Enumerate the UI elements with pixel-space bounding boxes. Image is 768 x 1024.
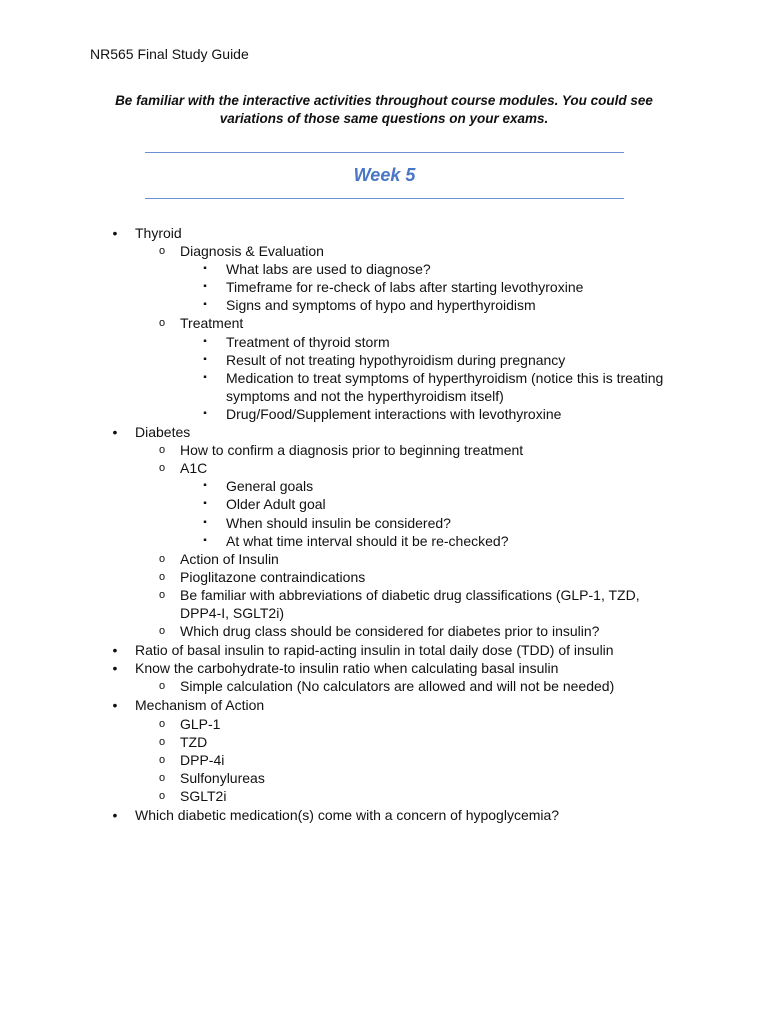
circle-bullet-icon: [156, 568, 168, 586]
circle-bullet-icon: [156, 622, 168, 640]
list-item-label: Know the carbohydrate-to insulin ratio when calculating basal insulin: [135, 660, 559, 677]
list-item-label: Mechanism of Action: [135, 697, 265, 714]
list-item-treatment: [0, 314, 768, 332]
circle-bullet-icon: [156, 787, 168, 805]
list-item-thyroid: [0, 224, 768, 242]
list-item-label: Drug/Food/Supplement interactions with levothyroxine: [226, 405, 562, 422]
square-bullet-icon: [200, 532, 210, 550]
list-item-label: Treatment of thyroid storm: [226, 333, 390, 350]
list-item: [0, 514, 666, 532]
list-item-label: Timeframe for re-check of labs after starting levothyroxine: [226, 279, 584, 296]
circle-bullet-icon: [156, 586, 168, 604]
intro-instructions: Be familiar with the interactive activities throughout course modules. You could see variations of those same questions on your exams.: [115, 93, 653, 126]
list-item-mechanism-of-action: [0, 696, 768, 714]
list-item-label: When should insulin be considered?: [226, 514, 451, 531]
list-item-label: Pioglitazone contraindications: [180, 568, 366, 585]
list-item: [0, 260, 666, 278]
square-bullet-icon: [200, 260, 210, 278]
list-item-label: Simple calculation (No calculators are allowed and will not be needed): [180, 678, 615, 695]
section-divider-bottom: [145, 198, 624, 199]
list-item: [0, 369, 666, 405]
list-item-diabetes: [0, 423, 768, 441]
list-item-label: Ratio of basal insulin to rapid-acting insulin in total daily dose (TDD) of insulin: [135, 642, 614, 659]
list-item: [0, 769, 768, 787]
list-item: [0, 622, 768, 640]
square-bullet-icon: [200, 351, 210, 369]
list-item-basal-ratio: [0, 641, 768, 659]
bullet-icon: [110, 806, 120, 824]
bullet-icon: [110, 659, 120, 677]
list-item: [0, 333, 666, 351]
list-item-label: General goals: [226, 478, 314, 495]
list-item-label: Action of Insulin: [180, 550, 279, 567]
square-bullet-icon: [200, 514, 210, 532]
square-bullet-icon: [200, 405, 210, 423]
bullet-icon: [110, 224, 120, 242]
circle-bullet-icon: [156, 441, 168, 459]
list-item: [0, 751, 768, 769]
square-bullet-icon: [200, 495, 210, 513]
list-item-diagnosis-evaluation: [0, 242, 768, 260]
circle-bullet-icon: [156, 677, 168, 695]
list-item: [0, 787, 768, 805]
bullet-icon: [110, 423, 120, 441]
list-item: [0, 532, 666, 550]
list-item-label: Which diabetic medication(s) come with a concern of hypoglycemia?: [135, 807, 560, 823]
list-item-carb-ratio: [0, 659, 768, 677]
list-item: [0, 405, 666, 423]
circle-bullet-icon: [156, 751, 168, 769]
circle-bullet-icon: [156, 314, 168, 332]
document-header: NR565 Final Study Guide: [90, 46, 249, 62]
list-item-a1c: [0, 459, 768, 477]
list-item-label: GLP-1: [180, 715, 221, 732]
circle-bullet-icon: [156, 550, 168, 568]
list-item: [0, 715, 768, 733]
square-bullet-icon: [200, 296, 210, 314]
list-item-label: SGLT2i: [180, 787, 227, 804]
list-item: [0, 441, 768, 459]
list-item-label: DPP-4i: [180, 751, 225, 768]
circle-bullet-icon: [156, 769, 168, 787]
list-item: [0, 296, 666, 314]
square-bullet-icon: [200, 278, 210, 296]
list-item-label: Signs and symptoms of hypo and hyperthyroidism: [226, 297, 536, 314]
list-item: [0, 568, 768, 586]
list-item-label: How to confirm a diagnosis prior to beginning treatment: [180, 442, 524, 459]
bullet-icon: [110, 696, 120, 714]
list-item-label: Result of not treating hypothyroidism during pregnancy: [226, 351, 566, 368]
square-bullet-icon: [200, 333, 210, 351]
list-item-label: Older Adult goal: [226, 496, 326, 513]
list-item-label: TZD: [180, 733, 208, 750]
section-title: Week 5: [353, 165, 416, 185]
list-item: [0, 586, 650, 622]
square-bullet-icon: [200, 477, 210, 495]
square-bullet-icon: [200, 369, 210, 387]
section-divider-top: [145, 152, 624, 153]
circle-bullet-icon: [156, 733, 168, 751]
circle-bullet-icon: [156, 459, 168, 477]
list-item: [0, 351, 666, 369]
list-item-label: Medication to treat symptoms of hyperthyroidism (notice this is treating symptoms and not the hyperthyroidism itself): [226, 369, 664, 404]
list-item: [0, 733, 768, 751]
circle-bullet-icon: [156, 715, 168, 733]
list-item-label: Diabetes: [135, 424, 191, 441]
list-item-label: Diagnosis & Evaluation: [180, 243, 324, 260]
list-item-hypoglycemia: [0, 806, 768, 824]
study-outline: [0, 224, 768, 824]
list-item-label: A1C: [180, 460, 208, 477]
list-item-label: Treatment: [180, 315, 244, 332]
list-item: [0, 550, 768, 568]
list-item-label: Be familiar with abbreviations of diabetic drug classifications (GLP-1, TZD, DPP4-I, SGLT2i): [180, 586, 640, 621]
bullet-icon: [110, 641, 120, 659]
list-item-label: What labs are used to diagnose?: [226, 261, 431, 278]
list-item-label: Which drug class should be considered for diabetes prior to insulin?: [180, 623, 600, 640]
list-item: [0, 477, 666, 495]
list-item-label: At what time interval should it be re-checked?: [226, 532, 509, 549]
list-item-label: Thyroid: [135, 225, 182, 241]
list-item: [0, 278, 666, 296]
circle-bullet-icon: [156, 242, 168, 260]
list-item-label: Sulfonylureas: [180, 769, 265, 786]
list-item: [0, 495, 666, 513]
list-item: [0, 677, 768, 695]
